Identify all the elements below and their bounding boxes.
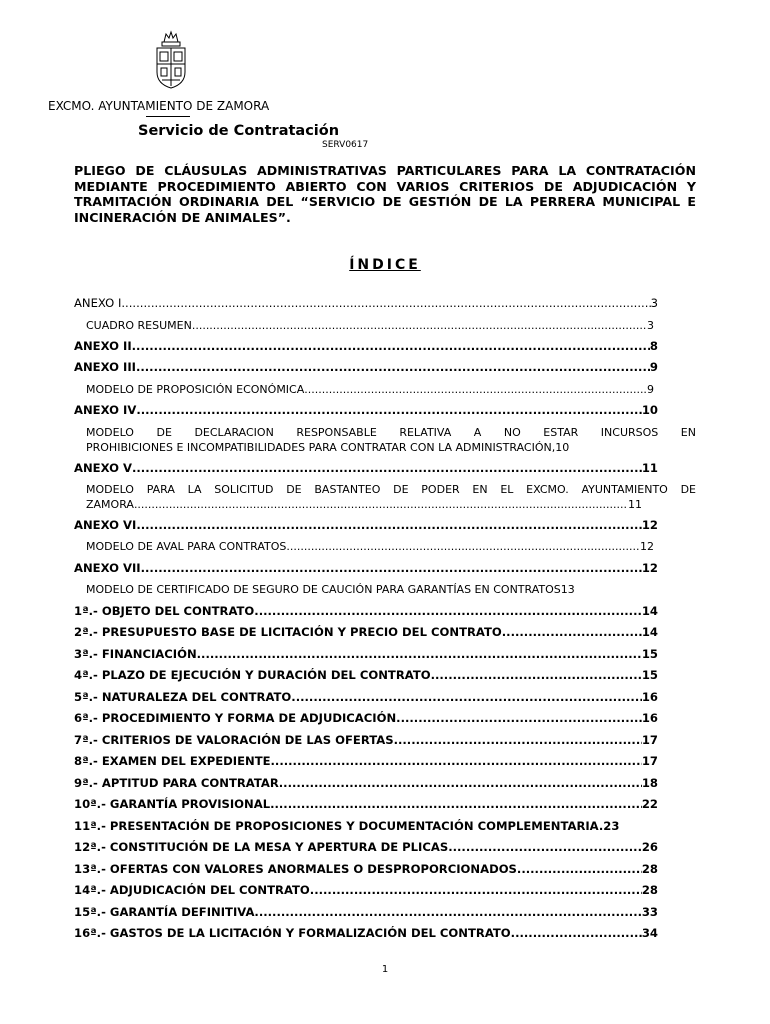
toc-entry-label: 7ª.- CRITERIOS DE VALORACIÓN DE LAS OFERTAS (74, 733, 394, 747)
toc-leader-dots (141, 561, 642, 576)
toc-entry-label: ANEXO IV (74, 403, 137, 417)
toc-entry-label: 16ª.- GASTOS DE LA LICITACIÓN Y FORMALIZACIÓN DEL CONTRATO (74, 926, 511, 940)
toc-entry[interactable] (86, 482, 696, 512)
toc-leader-dots (132, 339, 650, 354)
toc-entry-label: MODELO DE AVAL PARA CONTRATOS (86, 540, 287, 553)
toc-entry-label: ANEXO V (74, 461, 132, 475)
toc-page-number: 3 (650, 296, 658, 310)
toc-entry[interactable] (74, 711, 658, 726)
toc-entry-label: 3ª.- FINANCIACIÓN (74, 647, 197, 661)
toc-entry[interactable] (74, 561, 658, 576)
toc-entry[interactable] (74, 862, 658, 877)
toc-entry-label: 8ª.- EXAMEN DEL EXPEDIENTE (74, 754, 271, 768)
toc-page-number: 28 (641, 883, 658, 897)
toc-leader-dots (136, 518, 642, 533)
toc-leader-dots (192, 318, 647, 333)
toc-page-number: 10 (641, 403, 658, 417)
toc-page-number: 33 (641, 905, 658, 919)
toc-entry-label: MODELO DE CERTIFICADO DE SEGURO DE CAUCIÓN PARA GARANTÍAS EN CONTRATOS (86, 583, 561, 596)
toc-leader-dots (502, 625, 642, 640)
toc-page-number: 11 (641, 461, 658, 475)
toc-page-number: 14 (641, 625, 658, 639)
toc-leader-dots (448, 840, 642, 855)
organization-name: EXCMO. AYUNTAMIENTO DE ZAMORA (48, 99, 270, 113)
toc-page-number: 34 (641, 926, 658, 940)
toc-entry[interactable] (74, 905, 658, 920)
toc-entry-label: CUADRO RESUMEN (86, 319, 192, 332)
toc-page-number: 12 (641, 561, 658, 575)
toc-page-number: 14 (641, 604, 658, 618)
toc-leader-dots (271, 754, 642, 769)
toc-entry[interactable] (74, 840, 658, 855)
toc-entry[interactable] (74, 819, 619, 834)
toc-leader-dots (132, 461, 642, 476)
toc-entry[interactable] (86, 318, 654, 333)
toc-entry-label: 10ª.- GARANTÍA PROVISIONAL (74, 797, 271, 811)
toc-leader-dots (396, 711, 642, 726)
toc-page-number: 11 (628, 498, 642, 511)
toc-entry[interactable] (74, 296, 658, 311)
toc-leader-dots (511, 926, 642, 941)
toc-page-number: 3 (647, 319, 654, 332)
toc-entry[interactable] (74, 625, 658, 640)
toc-leader-dots (270, 797, 642, 812)
toc-page-number: 16 (641, 711, 658, 725)
toc-leader-dots (121, 296, 650, 311)
toc-entry-label: MODELO DE DECLARACION RESPONSABLE RELATIVA A NO ESTAR INCURSOS EN (86, 426, 696, 439)
toc-leader-dots (304, 382, 647, 397)
toc-leader-dots (197, 647, 642, 662)
toc-entry[interactable] (74, 360, 658, 375)
toc-entry[interactable] (74, 403, 658, 418)
toc-entry-label: 9ª.- APTITUD PARA CONTRATAR (74, 776, 279, 790)
toc-entry-label: ANEXO I (74, 296, 122, 310)
toc-page-number: 17 (641, 733, 658, 747)
toc-page-number: 9 (649, 360, 658, 374)
toc-entry[interactable] (86, 425, 696, 455)
city-crest-logo (152, 30, 190, 90)
toc-page-number: 16 (641, 690, 658, 704)
toc-leader-dots (134, 497, 628, 512)
toc-page-number: 26 (641, 840, 658, 854)
toc-page-number: 23 (603, 819, 620, 833)
toc-page-number: 10 (555, 441, 570, 454)
toc-entry-label: 15ª.- GARANTÍA DEFINITIVA (74, 905, 255, 919)
toc-entry-label: 13ª.- OFERTAS CON VALORES ANORMALES O DESPROPORCIONADOS (74, 862, 517, 876)
toc-page-number: 22 (641, 797, 658, 811)
toc-entry-label: 1ª.- OBJETO DEL CONTRATO (74, 604, 255, 618)
toc-page-number: 12 (640, 540, 654, 553)
toc-page-number: 18 (641, 776, 658, 790)
toc-page-number: 28 (641, 862, 658, 876)
toc-leader-dots (431, 668, 642, 683)
toc-leader-dots (254, 604, 642, 619)
toc-entry-label: 5ª.- NATURALEZA DEL CONTRATO (74, 690, 292, 704)
service-name: Servicio de Contratación (138, 123, 340, 139)
page-number: 1 (381, 964, 389, 975)
toc-entry[interactable] (74, 733, 658, 748)
toc-entry[interactable] (74, 461, 658, 476)
toc-leader-dots (517, 862, 642, 877)
toc-entry-label: MODELO DE PROPOSICIÓN ECONÓMICA (86, 383, 305, 396)
document-code: SERV0617 (322, 140, 369, 150)
toc-entry[interactable] (86, 539, 654, 554)
toc-entry[interactable] (86, 382, 654, 397)
toc-entry-label: ANEXO VI (74, 518, 137, 532)
toc-entry[interactable] (74, 690, 658, 705)
toc-leader-dots (310, 883, 642, 898)
toc-entry-label: ANEXO III (74, 360, 136, 374)
toc-leader-dots (136, 360, 650, 375)
toc-page-number: 13 (560, 583, 575, 596)
toc-leader-dots (279, 776, 642, 791)
toc-leader-dots (286, 539, 640, 554)
toc-entry-label: ANEXO VII (74, 561, 141, 575)
toc-page-number: 15 (641, 668, 658, 682)
index-heading: ÍNDICE (349, 257, 421, 273)
toc-entry-label: ANEXO II (74, 339, 132, 353)
toc-entry-label: PROHIBICIONES E INCOMPATIBILIDADES PARA CONTRATAR CON LA ADMINISTRACIÓN, (86, 441, 556, 454)
toc-entry[interactable] (74, 926, 658, 941)
toc-page-number: 9 (647, 383, 654, 396)
toc-entry[interactable] (74, 668, 658, 683)
toc-leader-dots (254, 905, 641, 920)
toc-entry-label: 2ª.- PRESUPUESTO BASE DE LICITACIÓN Y PRECIO DEL CONTRATO (74, 625, 502, 639)
header-rule (146, 116, 190, 117)
toc-entry-label: 6ª.- PROCEDIMIENTO Y FORMA DE ADJUDICACIÓN (74, 711, 397, 725)
toc-page-number: 15 (641, 647, 658, 661)
toc-leader-dots (291, 690, 642, 705)
toc-entry[interactable] (74, 776, 658, 791)
toc-entry[interactable] (74, 604, 658, 619)
toc-entry[interactable] (86, 582, 575, 597)
toc-entry-label: 12ª.- CONSTITUCIÓN DE LA MESA Y APERTURA DE PLICAS (74, 840, 449, 854)
toc-page-number: 12 (641, 518, 658, 532)
toc-entry[interactable] (74, 647, 658, 662)
toc-entry[interactable] (74, 518, 658, 533)
toc-entry[interactable] (74, 754, 658, 769)
toc-leader-dots (394, 733, 642, 748)
toc-entry-label: ZAMORA (86, 498, 134, 511)
toc-entry[interactable] (74, 797, 658, 812)
toc-leader-dots (136, 403, 642, 418)
document-title: PLIEGO DE CLÁUSULAS ADMINISTRATIVAS PARTICULARES PARA LA CONTRATACIÓN MEDIANTE PROCEDIMIENTO ABIERTO CON VARIOS CRITERIOS DE ADJUDICACIÓN Y TRAMITACIÓN ORDINARIA DEL “SERVICIO DE GESTIÓN DE LA PERRERA MUNICIPAL E INCINERACIÓN DE ANIMALES”. (74, 163, 696, 225)
toc-entry[interactable] (74, 339, 658, 354)
toc-entry-label: 4ª.- PLAZO DE EJECUCIÓN Y DURACIÓN DEL CONTRATO (74, 668, 431, 682)
toc-entry-label: MODELO PARA LA SOLICITUD DE BASTANTEO DE PODER EN EL EXCMO. AYUNTAMIENTO DE (86, 483, 696, 496)
toc-entry-label: 11ª.- PRESENTACIÓN DE PROPOSICIONES Y DOCUMENTACIÓN COMPLEMENTARIA. (74, 819, 604, 833)
toc-page-number: 17 (641, 754, 658, 768)
toc-entry[interactable] (74, 883, 658, 898)
toc-entry-label: 14ª.- ADJUDICACIÓN DEL CONTRATO (74, 883, 310, 897)
toc-page-number: 8 (649, 339, 658, 353)
